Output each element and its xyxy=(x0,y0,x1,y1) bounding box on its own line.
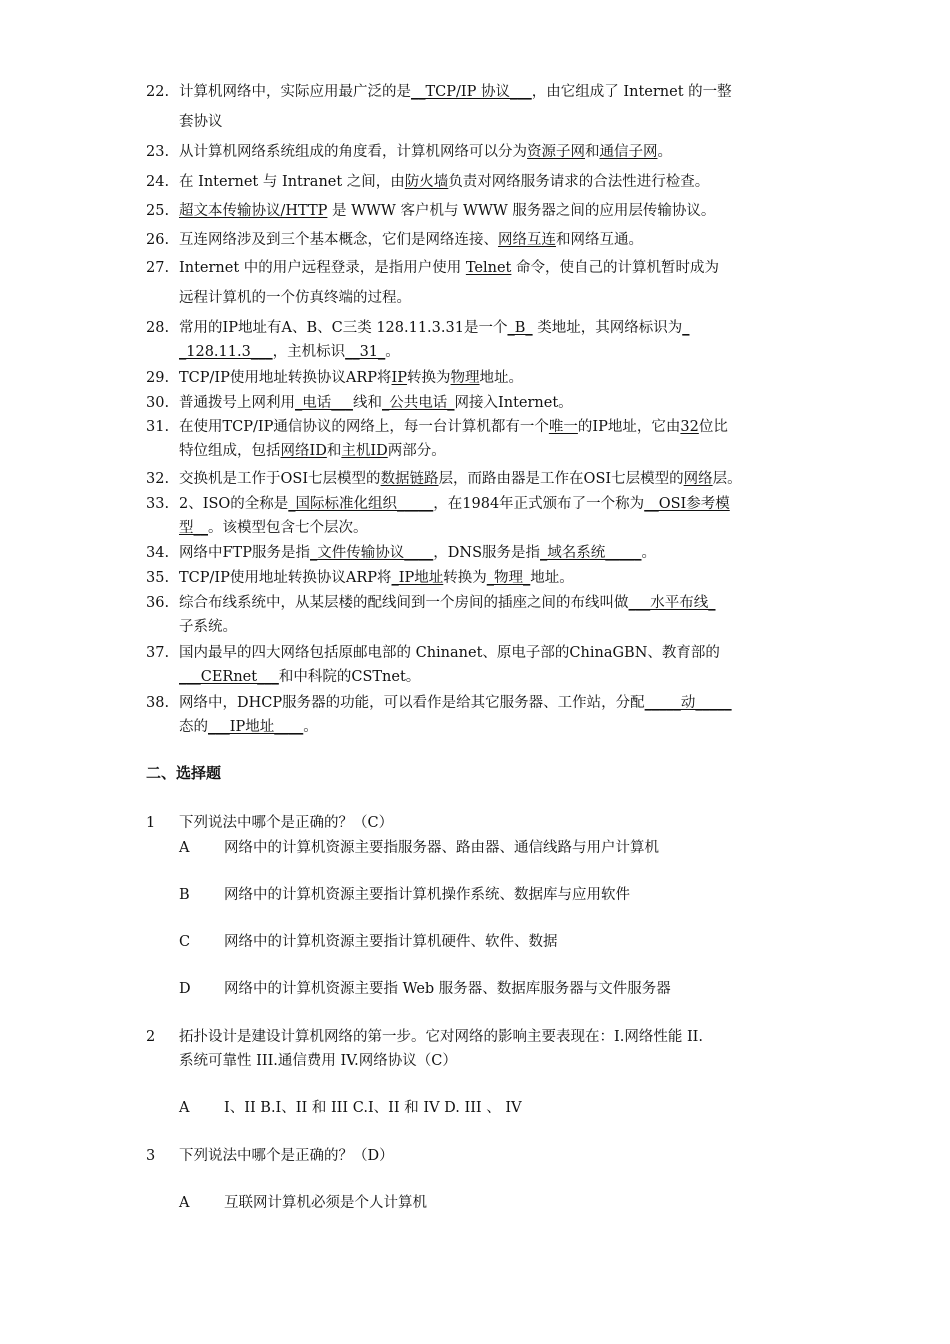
fill-question xyxy=(146,140,816,164)
mc1-option-b xyxy=(179,883,630,907)
question-text: 下列说法中哪个是正确的？（D） xyxy=(179,1148,394,1164)
question-number: 32. xyxy=(146,471,170,487)
question-number: 31. xyxy=(146,419,170,435)
question-text: 下列说法中哪个是正确的？（C） xyxy=(179,815,394,831)
question-text: 常用的IP地址有A、B、C三类 128.11.3.31是一个_B_ 类地址，其网络标识为_ _128.11.3___，主机标识__31_。 xyxy=(179,320,690,360)
mc-question-1 xyxy=(146,811,816,835)
question-text: 从计算机网络系统组成的角度看，计算机网络可以分为资源子网和通信子网。 xyxy=(179,144,672,160)
question-number: 2 xyxy=(146,1029,156,1045)
option-text: 网络中的计算机资源主要指计算机操作系统、数据库与应用软件 xyxy=(224,887,630,903)
option-text: I、II B.I、II 和 III C.I、II 和 IV D. III 、 IV xyxy=(224,1100,522,1116)
question-number: 24. xyxy=(146,174,170,190)
question-number: 36. xyxy=(146,595,170,611)
mc3-option-a xyxy=(179,1191,427,1215)
fill-question xyxy=(146,316,816,364)
question-text: 超文本传输协议/HTTP 是 WWW 客户机与 WWW 服务器之间的应用层传输协议。 xyxy=(179,203,716,219)
question-number: 28. xyxy=(146,320,170,336)
option-text: 网络中的计算机资源主要指 Web 服务器、数据库服务器与文件服务器 xyxy=(224,981,671,997)
question-text-line2: 系统可靠性 III.通信费用 IV.网络协议（C） xyxy=(179,1053,457,1069)
option-text: 互联网计算机必须是个人计算机 xyxy=(224,1195,427,1211)
question-number: 22. xyxy=(146,84,170,100)
mc-question-2 xyxy=(146,1025,816,1073)
question-text: 综合布线系统中，从某层楼的配线间到一个房间的插座之间的布线叫做___水平布线_ 子系统。 xyxy=(179,595,716,635)
question-text: 普通拨号上网利用_电话___线和_公共电话_网接入Internet。 xyxy=(179,395,573,411)
fill-question xyxy=(146,256,816,310)
question-text: 国内最早的四大网络包括原邮电部的 Chinanet、原电子部的ChinaGBN、教育部的 ___CERnet___和中科院的CSTnet。 xyxy=(179,645,720,685)
question-number: 34. xyxy=(146,545,170,561)
section-title: 二、选择题 xyxy=(146,764,222,782)
question-text: Internet 中的用户远程登录，是指用户使用 Telnet 命令，使自己的计算机暂时成为 远程计算机的一个仿真终端的过程。 xyxy=(179,260,719,306)
question-number: 1 xyxy=(146,815,156,831)
option-key: A xyxy=(179,1100,190,1116)
fill-question xyxy=(146,366,816,390)
option-key: A xyxy=(179,1195,190,1211)
question-text: 在 Internet 与 Intranet 之间，由防火墙负责对网络服务请求的合法性进行检查。 xyxy=(179,174,710,190)
question-text: 在使用TCP/IP通信协议的网络上，每一台计算机都有一个唯一的IP地址，它由32位比 特位组成，包括网络ID和主机ID两部分。 xyxy=(179,419,728,459)
question-text: 互连网络涉及到三个基本概念，它们是网络连接、网络互连和网络互通。 xyxy=(179,232,643,248)
question-text: 交换机是工作于OSI七层模型的数据链路层，而路由器是工作在OSI七层模型的网络层。 xyxy=(179,471,742,487)
question-number: 30. xyxy=(146,395,170,411)
question-text: 网络中，DHCP服务器的功能，可以看作是给其它服务器、工作站，分配_____动_____ 态的___IP地址____。 xyxy=(179,695,732,735)
fill-question xyxy=(146,467,816,491)
question-number: 33. xyxy=(146,496,170,512)
fill-question xyxy=(146,228,816,252)
option-key: D xyxy=(179,981,191,997)
question-number: 27. xyxy=(146,260,170,276)
question-number: 3 xyxy=(146,1148,156,1164)
mc1-option-c xyxy=(179,930,558,954)
question-text: 计算机网络中，实际应用最广泛的是__TCP/IP 协议___，由它组成了 Internet 的一整 套协议 xyxy=(179,84,732,130)
mc2-option-a xyxy=(179,1096,522,1120)
fill-question xyxy=(146,541,816,565)
question-number: 26. xyxy=(146,232,170,248)
option-key: C xyxy=(179,934,191,950)
fill-question xyxy=(146,641,816,689)
fill-question xyxy=(146,492,816,540)
question-text: 2、ISO的全称是_国际标准化组织_____，在1984年正式颁布了一个称为__OSI参考模 型__。该模型包含七个层次。 xyxy=(179,496,730,536)
mc-question-3 xyxy=(146,1144,816,1168)
question-number: 29. xyxy=(146,370,170,386)
question-number: 35. xyxy=(146,570,170,586)
question-text: TCP/IP使用地址转换协议ARP将_IP地址转换为_物理_地址。 xyxy=(179,570,574,586)
option-text: 网络中的计算机资源主要指服务器、路由器、通信线路与用户计算机 xyxy=(224,840,659,856)
fill-question xyxy=(146,591,816,639)
fill-question xyxy=(146,691,816,739)
fill-question xyxy=(146,199,816,223)
fill-question xyxy=(146,170,816,194)
question-text: TCP/IP使用地址转换协议ARP将IP转换为物理地址。 xyxy=(179,370,524,386)
question-number: 23. xyxy=(146,144,170,160)
fill-question xyxy=(146,415,816,463)
question-number: 37. xyxy=(146,645,170,661)
question-text: 网络中FTP服务是指_文件传输协议____，DNS服务是指_域名系统_____。 xyxy=(179,545,656,561)
question-number: 38. xyxy=(146,695,170,711)
mc1-option-d xyxy=(179,977,671,1001)
option-key: A xyxy=(179,840,190,856)
fill-question xyxy=(146,80,816,134)
question-number: 25. xyxy=(146,203,170,219)
fill-question xyxy=(146,391,816,415)
fill-question xyxy=(146,566,816,590)
mc1-option-a xyxy=(179,836,659,860)
option-text: 网络中的计算机资源主要指计算机硬件、软件、数据 xyxy=(224,934,558,950)
question-text-line1: 拓扑设计是建设计算机网络的第一步。它对网络的影响主要表现在：I.网络性能 II. xyxy=(179,1029,704,1045)
option-key: B xyxy=(179,887,190,903)
